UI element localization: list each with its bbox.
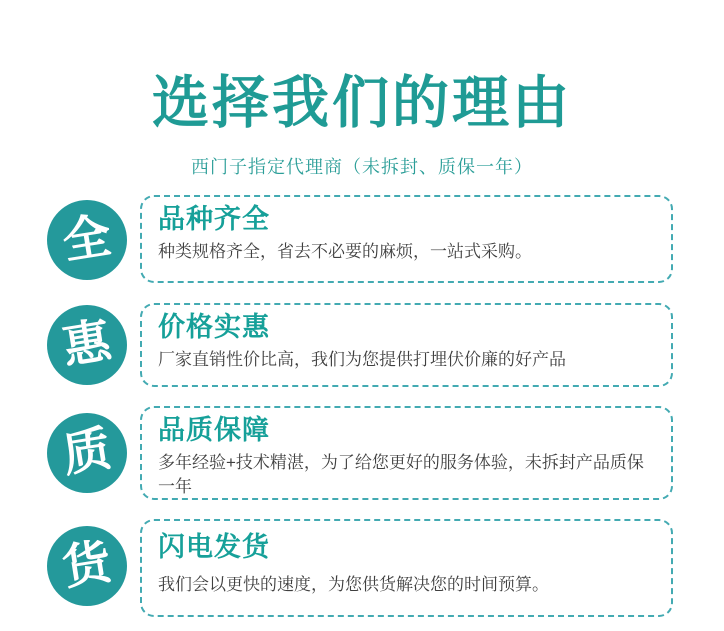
badge-zhi-char: 质 [59, 422, 115, 483]
reason-row-quality [0, 406, 724, 500]
reason-body-price: 厂家直销性价比高，我们为您提供打埋伏价廉的好产品 [158, 349, 566, 369]
page-title: 选择我们的理由 [152, 69, 572, 136]
reason-box-shipping [140, 519, 673, 617]
reason-box-variety [140, 195, 673, 283]
reason-heading-variety: 品种齐全 [158, 204, 270, 234]
reason-body-shipping: 我们会以更快的速度，为您供货解决您的时间预算。 [158, 574, 549, 594]
badge-huo-char: 货 [59, 535, 115, 596]
reason-heading-shipping: 闪电发货 [158, 532, 270, 562]
reason-heading-quality: 品质保障 [158, 415, 270, 445]
reason-row-shipping [0, 519, 724, 617]
reason-heading-price: 价格实惠 [158, 312, 270, 342]
badge-hui-char: 惠 [59, 314, 115, 375]
reason-body-quality: 多年经验+技术精湛，为了给您更好的服务体验，未拆封产品质保一年 [158, 452, 644, 497]
badge-quan-char: 全 [59, 209, 115, 270]
reason-row-variety [0, 195, 724, 283]
reason-row-price [0, 303, 724, 387]
reason-box-price [140, 303, 673, 387]
page-subtitle: 西门子指定代理商（未拆封、质保一年） [191, 157, 533, 177]
reason-body-variety: 种类规格齐全，省去不必要的麻烦，一站式采购。 [158, 241, 532, 261]
reason-box-quality [140, 406, 673, 500]
